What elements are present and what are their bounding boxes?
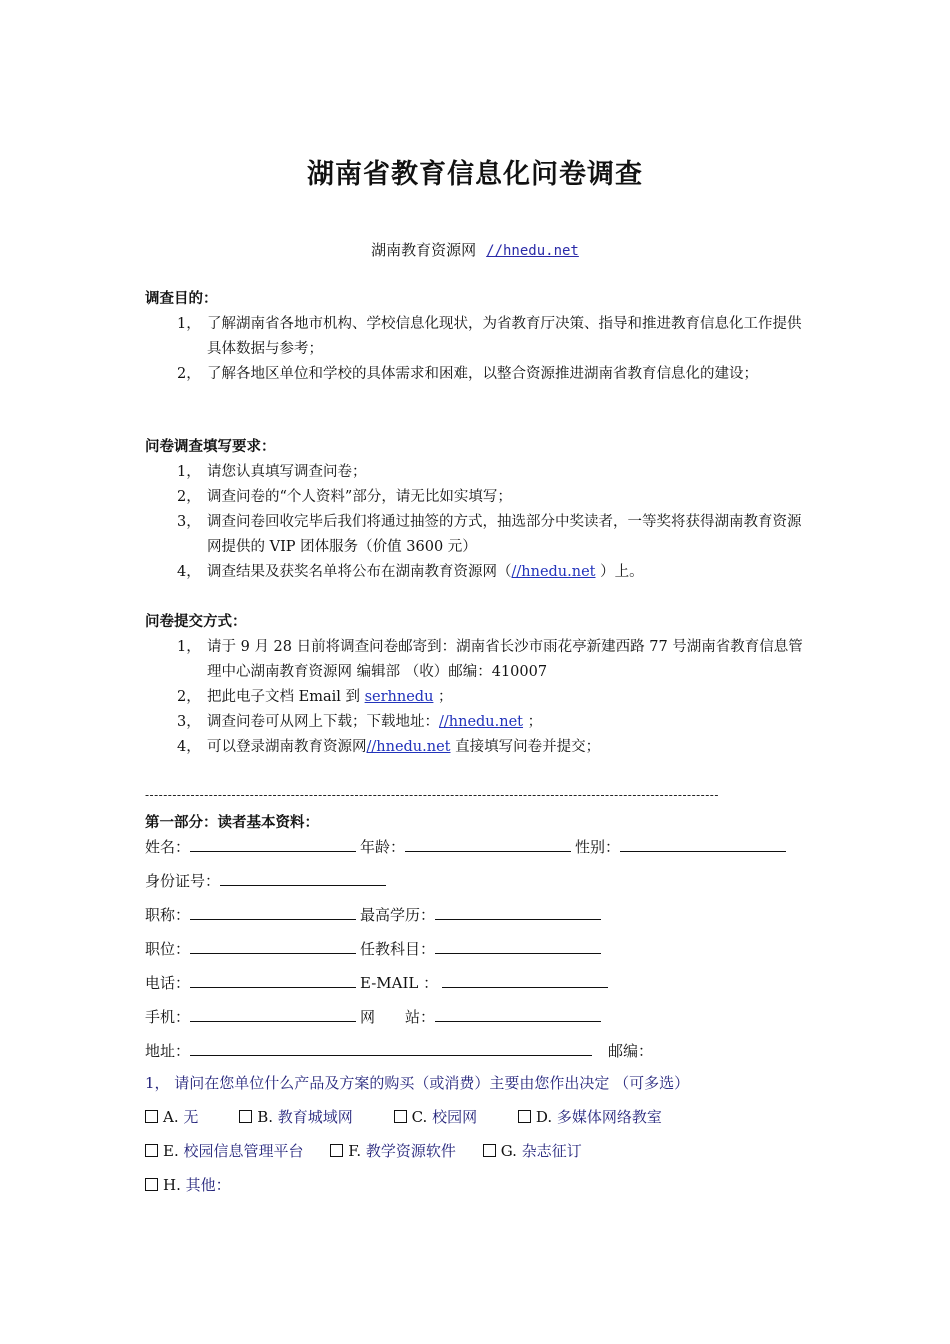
subtitle (0, 239, 950, 260)
subject-field[interactable] (435, 936, 601, 954)
option-letter: A. (163, 1108, 179, 1126)
form-row-phone (145, 970, 612, 994)
option-f[interactable] (330, 1139, 456, 1163)
form-row-title (145, 902, 605, 926)
list-item (145, 635, 810, 685)
list-item (145, 485, 810, 510)
section-divider: ------------------------------------------------------------------------------------------------------------------------------ (145, 788, 719, 802)
item-number: 3， (177, 714, 201, 730)
item-text-end: ）上。 (595, 564, 644, 580)
checkbox-icon[interactable] (518, 1110, 531, 1123)
item-number: 1， (177, 316, 201, 332)
item-text-end: 直接填写问卷并提交； (450, 739, 601, 755)
phone-field[interactable] (190, 970, 356, 988)
age-field[interactable] (405, 834, 571, 852)
item-number: 2， (177, 489, 201, 505)
list-item (145, 560, 810, 585)
page-title: 湖南省教育信息化问卷调查 (307, 159, 643, 190)
form-row-id (145, 868, 390, 892)
item-number: 1， (177, 639, 201, 655)
submission-section (145, 610, 810, 760)
option-letter: F. (348, 1142, 362, 1160)
checkbox-icon[interactable] (145, 1178, 158, 1191)
checkbox-icon[interactable] (330, 1144, 343, 1157)
option-label: 教育城域网 (277, 1108, 353, 1126)
item-text-end: ； (433, 689, 453, 705)
address-field[interactable] (190, 1038, 592, 1056)
options-row-3 (145, 1173, 267, 1197)
option-label: 杂志征订 (521, 1142, 582, 1160)
item-number: 2， (177, 366, 201, 382)
item-number: 4， (177, 739, 201, 755)
mobile-label: 手机： (145, 1008, 191, 1026)
item-text: 可以登录湖南教育资源网 (207, 739, 367, 755)
list-item (145, 710, 810, 735)
item-text: 了解各地区单位和学校的具体需求和困难，以整合资源推进湖南省教育信息化的建设； (207, 366, 758, 382)
phone-label: 电话： (145, 974, 191, 992)
option-label: 校园信息管理平台 (183, 1142, 304, 1160)
item-text: 调查问卷回收完毕后我们将通过抽签的方式，抽选部分中奖读者，一等奖将获得湖南教育资源网提供的 VIP 团体服务（价值 3600 元） (207, 514, 802, 555)
option-d[interactable] (518, 1105, 662, 1129)
option-letter: G. (500, 1142, 517, 1160)
form-row-name (145, 834, 786, 858)
list-item (145, 510, 810, 560)
form-row-address (145, 1038, 653, 1062)
options-row-2 (145, 1139, 582, 1163)
item-text: 把此电子文档 Email 到 (207, 689, 365, 705)
education-label: 最高学历： (360, 906, 436, 924)
item-number: 2， (177, 689, 201, 705)
website-label: 网 站： (360, 1008, 436, 1026)
site-link[interactable]: //hnedu.net (486, 243, 579, 259)
gender-label: 性别： (575, 838, 621, 856)
form-row-position (145, 936, 605, 960)
name-label: 姓名： (145, 838, 191, 856)
purpose-section (145, 287, 810, 387)
item-text: 调查结果及获奖名单将公布在湖南教育资源网（ (207, 564, 512, 580)
job-title-label: 职称： (145, 906, 191, 924)
option-letter: E. (163, 1142, 179, 1160)
list-item (145, 685, 810, 710)
age-label: 年龄： (360, 838, 406, 856)
form-row-mobile (145, 1004, 605, 1028)
position-label: 职位： (145, 940, 191, 958)
id-label: 身份证号： (145, 872, 221, 890)
part1-heading-row (145, 810, 319, 834)
item-number: 4， (177, 564, 201, 580)
checkbox-icon[interactable] (483, 1144, 496, 1157)
submission-heading: 问卷提交方式： (145, 614, 247, 630)
download-link[interactable]: //hnedu.net (439, 714, 524, 730)
options-row-1 (145, 1105, 662, 1129)
checkbox-icon[interactable] (394, 1110, 407, 1123)
education-field[interactable] (435, 902, 601, 920)
website-field[interactable] (435, 1004, 601, 1022)
subject-label: 任教科目： (360, 940, 436, 958)
item-text-end: ； (523, 714, 543, 730)
checkbox-icon[interactable] (145, 1110, 158, 1123)
mobile-field[interactable] (190, 1004, 356, 1022)
list-item (145, 312, 810, 362)
address-label: 地址： (145, 1042, 191, 1060)
checkbox-icon[interactable] (145, 1144, 158, 1157)
option-label: 无 (183, 1108, 199, 1126)
option-g[interactable] (483, 1139, 582, 1163)
option-b[interactable] (239, 1105, 353, 1129)
option-e[interactable] (145, 1139, 304, 1163)
part1-heading: 第一部分：读者基本资料： (145, 815, 319, 831)
option-label: 多媒体网络教室 (556, 1108, 662, 1126)
list-item (145, 735, 810, 760)
item-number: 1， (177, 464, 201, 480)
postcode-label: 邮编： (608, 1042, 654, 1060)
email-link[interactable]: serhnedu (364, 689, 434, 705)
option-c[interactable] (394, 1105, 478, 1129)
item-text: 请于 9 月 28 日前将调查问卷邮寄到：湖南省长沙市雨花亭新建西路 77 号湖南省教育信息管理中心湖南教育资源网 编辑部 （收）邮编：410007 (207, 639, 803, 680)
option-label: 其他： (185, 1176, 231, 1194)
email-field[interactable] (442, 970, 608, 988)
option-label: 校园网 (432, 1108, 478, 1126)
item-text: 了解湖南省各地市机构、学校信息化现状，为省教育厅决策、指导和推进教育信息化工作提供具体数据与参考； (207, 316, 802, 357)
option-letter: H. (163, 1176, 181, 1194)
purpose-heading: 调查目的： (145, 291, 218, 307)
option-letter: D. (535, 1108, 553, 1126)
option-letter: B. (257, 1108, 273, 1126)
item-text: 调查问卷的“个人资料”部分，请无比如实填写； (207, 489, 512, 505)
item-text: 调查问卷可从网上下载；下载地址： (207, 714, 439, 730)
question-1: 1， 请问在您单位什么产品及方案的购买（或消费）主要由您作出决定 （可多选） (145, 1074, 690, 1092)
position-field[interactable] (190, 936, 356, 954)
option-h[interactable] (145, 1173, 231, 1197)
results-link[interactable]: //hnedu.net (511, 564, 596, 580)
requirements-section (145, 435, 810, 585)
option-a[interactable] (145, 1105, 198, 1129)
list-item (145, 362, 810, 387)
item-number: 3， (177, 514, 201, 530)
checkbox-icon[interactable] (239, 1110, 252, 1123)
option-letter: C. (411, 1108, 428, 1126)
list-item (145, 460, 810, 485)
online-form-link[interactable]: //hnedu.net (366, 739, 451, 755)
option-label: 教学资源软件 (365, 1142, 456, 1160)
id-field[interactable] (220, 868, 386, 886)
name-field[interactable] (190, 834, 356, 852)
requirements-heading: 问卷调查填写要求： (145, 439, 276, 455)
email-label: E-MAIL ： (360, 974, 439, 992)
job-title-field[interactable] (190, 902, 356, 920)
gender-field[interactable] (620, 834, 786, 852)
item-text: 请您认真填写调查问卷； (207, 464, 367, 480)
org-name: 湖南教育资源网 (371, 241, 477, 259)
